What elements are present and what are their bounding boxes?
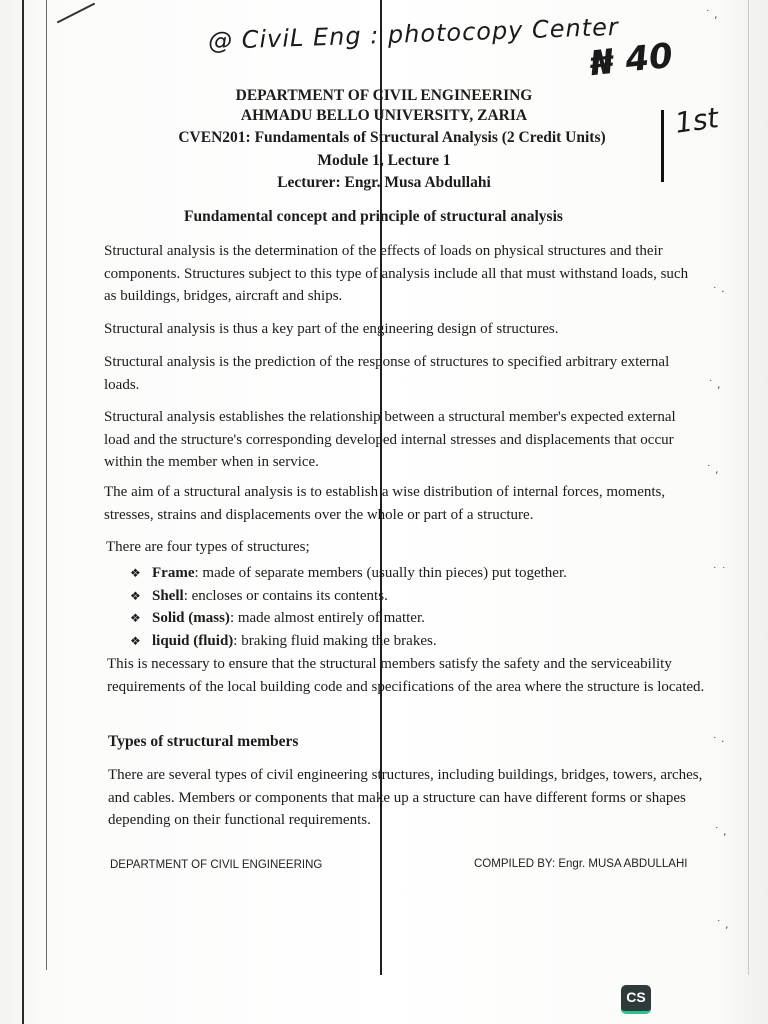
scan-speck: ˙ , — [708, 378, 721, 391]
bullet-solid — [130, 610, 425, 627]
scan-speck: ˙ · — [712, 735, 725, 748]
section-title: Fundamental concept and principle of structural analysis — [184, 208, 563, 225]
bullet-term: Frame — [152, 565, 195, 581]
paragraph-definition: Structural analysis is the determination of the effects of loads on physical structures and their components. Structures subject to this type of analysis include all that must withstand loads, such as buildings, bridges, aircraft and ships. — [104, 243, 689, 304]
lecturer-name: Lecturer: Engr. Musa Abdullahi — [277, 174, 491, 191]
scan-speck: ˙ , — [714, 825, 727, 838]
scan-speck: ˙ · — [712, 285, 725, 298]
scan-speck: ˙ , — [705, 8, 718, 21]
bullet-liquid — [130, 633, 437, 650]
footer-department: DEPARTMENT OF CIVIL ENGINEERING — [110, 859, 323, 871]
bullet-shell — [130, 588, 388, 605]
scan-speck: ˙ , — [706, 463, 719, 476]
bullet-term: liquid (fluid) — [152, 633, 234, 649]
department-title: DEPARTMENT OF CIVIL ENGINEERING — [235, 87, 533, 104]
course-title: CVEN201: Fundamentals of Structural Analysis (2 Credit Units) — [178, 129, 606, 146]
diamond-bullet-icon: ❖ — [130, 611, 141, 625]
bullet-text: : made of separate members (usually thin pieces) put together. — [194, 565, 567, 581]
diamond-bullet-icon: ❖ — [130, 589, 141, 603]
scan-speck: ˙ , — [716, 918, 729, 931]
paragraph-relationship: Structural analysis establishes the relationship between a structural member's expected external load and the structure's corresponding developed internal stresses and displacements that occur within the member when in service. — [104, 409, 676, 470]
members-heading: Types of structural members — [108, 733, 299, 750]
handwriting-stroke — [57, 3, 95, 24]
diamond-bullet-icon: ❖ — [130, 634, 141, 648]
paragraph-design-part: Structural analysis is thus a key part of the engineering design of structures. — [104, 321, 559, 337]
bullet-term: Shell — [152, 588, 184, 604]
footer-compiler: COMPILED BY: Engr. MUSA ABDULLAHI — [474, 858, 688, 870]
camscanner-logo: CS — [621, 985, 651, 1014]
module-title: Module 1, Lecture 1 — [317, 152, 451, 169]
bullet-frame — [130, 565, 567, 582]
types-intro: There are four types of structures; — [106, 539, 310, 555]
handwritten-edition: 1st — [672, 101, 721, 140]
paragraph-members: There are several types of civil engineering structures, including buildings, bridges, towers, arches, and cables. Members or components that make up a structure can have different forms or shapes depending on their functional requirements. — [108, 767, 703, 828]
bullet-text: : braking fluid making the brakes. — [233, 633, 437, 649]
paragraph-prediction: Structural analysis is the prediction of the response of structures to specified arbitrary external loads. — [104, 354, 670, 393]
paragraph-safety: This is necessary to ensure that the structural members satisfy the safety and the serviceability requirements of the local building code and specifications of the area where the structure is located. — [107, 656, 705, 695]
diamond-bullet-icon: ❖ — [130, 566, 141, 580]
handwritten-price: ₦ 40 — [588, 35, 675, 85]
bullet-text: : made almost entirely of matter. — [229, 610, 425, 626]
scan-speck: ˙ ˙ — [712, 565, 727, 578]
university-title: AHMADU BELLO UNIVERSITY, ZARIA — [240, 107, 528, 124]
paragraph-aim: The aim of a structural analysis is to establish a wise distribution of internal forces, moments, stresses, strains and displacements over the whole or part of a structure. — [104, 484, 666, 523]
bullet-term: Solid (mass) — [152, 610, 230, 626]
bullet-text: : encloses or contains its contents. — [183, 588, 388, 604]
handwritten-note: @ CiviL Eng : photocopy Center — [207, 12, 620, 56]
